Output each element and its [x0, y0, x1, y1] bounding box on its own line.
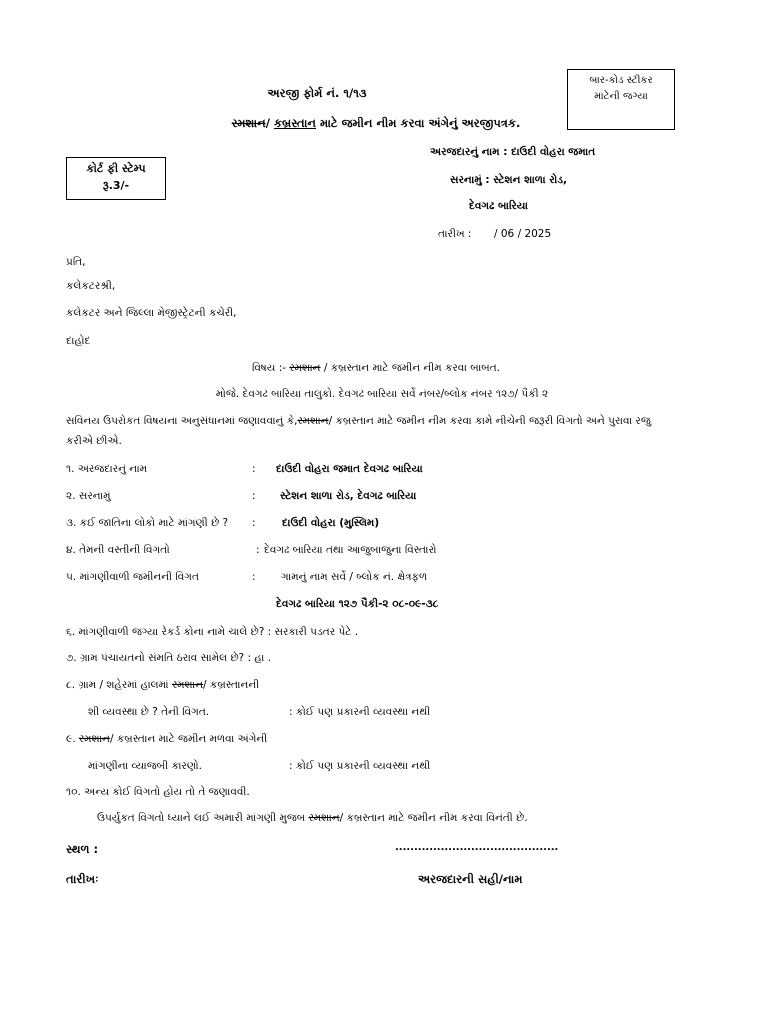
barcode-box-line1: બાર-કોડ સ્ટીકર: [589, 75, 653, 86]
subject-prefix: વિષય :-: [252, 362, 290, 374]
subject-village-line: મોજે. દેવગઢ બારિયા તાલુકો. દેવગઢ બારિયા સર્વે નંબર/બ્લોક નંબર ૧૨૭/ પૈકી ૨: [215, 388, 549, 400]
date-label: તારીખ :: [438, 228, 472, 240]
intro-part1: સવિનય ઉપરોકત વિષયના અનુસંધાનમાં જણાવવાનું કે,: [66, 415, 298, 427]
item-2-value: સ્ટેશન શાળા રોડ, દેવગઢ બારિયા: [280, 490, 417, 502]
form-title: [0, 116, 760, 131]
addressee-collector: કલેકટરશ્રી,: [66, 280, 116, 292]
footer-date-label: તારીખઃ: [66, 872, 99, 886]
closing-line: [97, 812, 528, 825]
item-3-label: ૩. કઈ જાતિના લોકો માટે માંગણી છે ?: [66, 517, 229, 529]
applicant-address-line2: દેવગઢ બારિયા: [469, 200, 528, 212]
item-3-value: દાઉદી વોહરા (મુસ્લિમ): [282, 517, 380, 529]
intro-line2: કરીએ છીએ.: [66, 435, 122, 447]
item-8-line2-value: : કોઈ પણ પ્રકારની વ્યવસ્થા નથી: [289, 706, 431, 718]
item-4-colon: :: [256, 544, 260, 556]
applicant-name-line: અરજદારનું નામ : દાઉદી વોહરા જમાત: [430, 146, 596, 158]
item-8-struck: સ્મશાન: [171, 679, 204, 691]
item-1-value: દાઉદી વોહરા જમાત દેવગઢ બારિયા: [276, 463, 423, 475]
form-number: અરજી ફોર્મ નં. ૧/૧૩: [267, 86, 367, 100]
item-9-struck: સ્મશાન: [78, 733, 111, 745]
addressee-city: દાહોદ: [66, 335, 91, 347]
item-5-value: ગામનું નામ સર્વે / બ્લોક નં. ક્ષેત્રફળ: [281, 571, 428, 583]
stamp-box-line1: કોર્ટ ફી સ્ટેમ્પ: [86, 162, 146, 175]
closing-part2: / કબ્રસ્તાન માટે જમીન નીમ કરવા વિનંતી છે.: [339, 812, 528, 824]
item-10: ૧૦. અન્ય કોઈ વિગતો હોય તો તે જણાવવી.: [66, 786, 250, 798]
item-8-part2: / કબ્રસ્તાનની: [203, 679, 260, 691]
item-8-line2-label: શી વ્યવસ્થા છે ? તેની વિગત.: [88, 706, 210, 718]
item-7: ૭. ગ્રામ પંચાયતનો સંમતિ ઠરાવ સામેલ છે? : હા .: [66, 652, 272, 664]
intro-part2: / કબ્રસ્તાન માટે જમીન નીમ કરવા કામે નીચેની જરૂરી વિગતો અને પુરાવા રજુ: [328, 415, 651, 427]
addressee-to: પ્રતિ,: [66, 256, 86, 268]
item-9-line2-value: : કોઈ પણ પ્રકારની વ્યવસ્થા નથી: [289, 760, 431, 772]
item-4-label: ૪. તેમની વસ્તીની વિગતો: [66, 544, 170, 556]
item-9-part1: ૯.: [66, 733, 79, 745]
form-title-sep: /: [265, 116, 274, 130]
item-8-part1: ૮. ગ્રામ / શહેરમાં હાલમાં: [66, 679, 172, 691]
subject-rest: / કબ્રસ્તાન માટે જમીન નીમ કરવા બાબત.: [320, 362, 500, 374]
item-9-part2: / કબ્રસ્તાન માટે જમીન મળવા અંગેની: [110, 733, 268, 745]
item-4-value: દેવગઢ બારિયા તથા આજુબાજુના વિસ્તારો: [264, 544, 437, 556]
addressee-office: કલેકટર અને જિલ્લા મેજીસ્ટ્રેટની કચેરી,: [66, 307, 237, 319]
item-1-colon: :: [252, 463, 256, 475]
item-9-line2-label: માંગણીના વ્યાજબી કારણો.: [88, 760, 202, 772]
item-2-label: ૨. સરનામું: [66, 490, 111, 502]
form-title-cremation: સ્મશાન: [231, 116, 266, 130]
signature-dots: ...........................................: [395, 842, 559, 853]
barcode-box-line2: માટેની જગ્યા: [594, 91, 648, 102]
court-fee-stamp-box: [66, 157, 166, 200]
applicant-address-line1: સરનામું : સ્ટેશન શાળા રોડ,: [450, 174, 568, 186]
applicant-signature-label: અરજદારની સહી/નામ: [418, 872, 523, 886]
item-6: ૬. માંગણીવાળી જગ્યા રેકર્ડ કોના નામે ચાલે છે? : સરકારી પડતર પેટે .: [66, 626, 359, 638]
closing-struck: સ્મશાન: [308, 812, 340, 824]
place-label: સ્થળ :: [66, 842, 99, 856]
subject-line: [0, 362, 760, 375]
item-9-line1: [66, 733, 267, 746]
form-title-rest: માટે જમીન નીમ કરવા અંગેનું અરજીપત્રક.: [315, 116, 521, 130]
item-3-colon: :: [252, 517, 256, 529]
form-title-cemetery: કબ્રસ્તાન: [273, 116, 316, 130]
item-2-colon: :: [252, 490, 256, 502]
intro-line1: [66, 415, 651, 428]
closing-part1: ઉપર્યુકત વિગતો ધ્યાને લઈ અમારી માંગણી મુજબ: [97, 812, 309, 824]
subject-struck: સ્મશાન: [289, 362, 321, 374]
item-1-label: ૧. અરજદારનું નામ: [66, 463, 148, 475]
item-5-detail: દેવગઢ બારિયા ૧૨૭ પૈકી-૨ ૦૮-૦૯-૩૮: [276, 598, 439, 610]
stamp-box-line2: રૂ.3/-: [102, 179, 130, 192]
date-value: / 06 / 2025: [494, 228, 552, 240]
item-5-label: ૫. માંગણીવાળી જમીનની વિગત: [66, 571, 199, 583]
item-8-line1: [66, 679, 259, 692]
item-5-colon: :: [252, 571, 256, 583]
intro-struck: સ્મશાન: [297, 415, 329, 427]
